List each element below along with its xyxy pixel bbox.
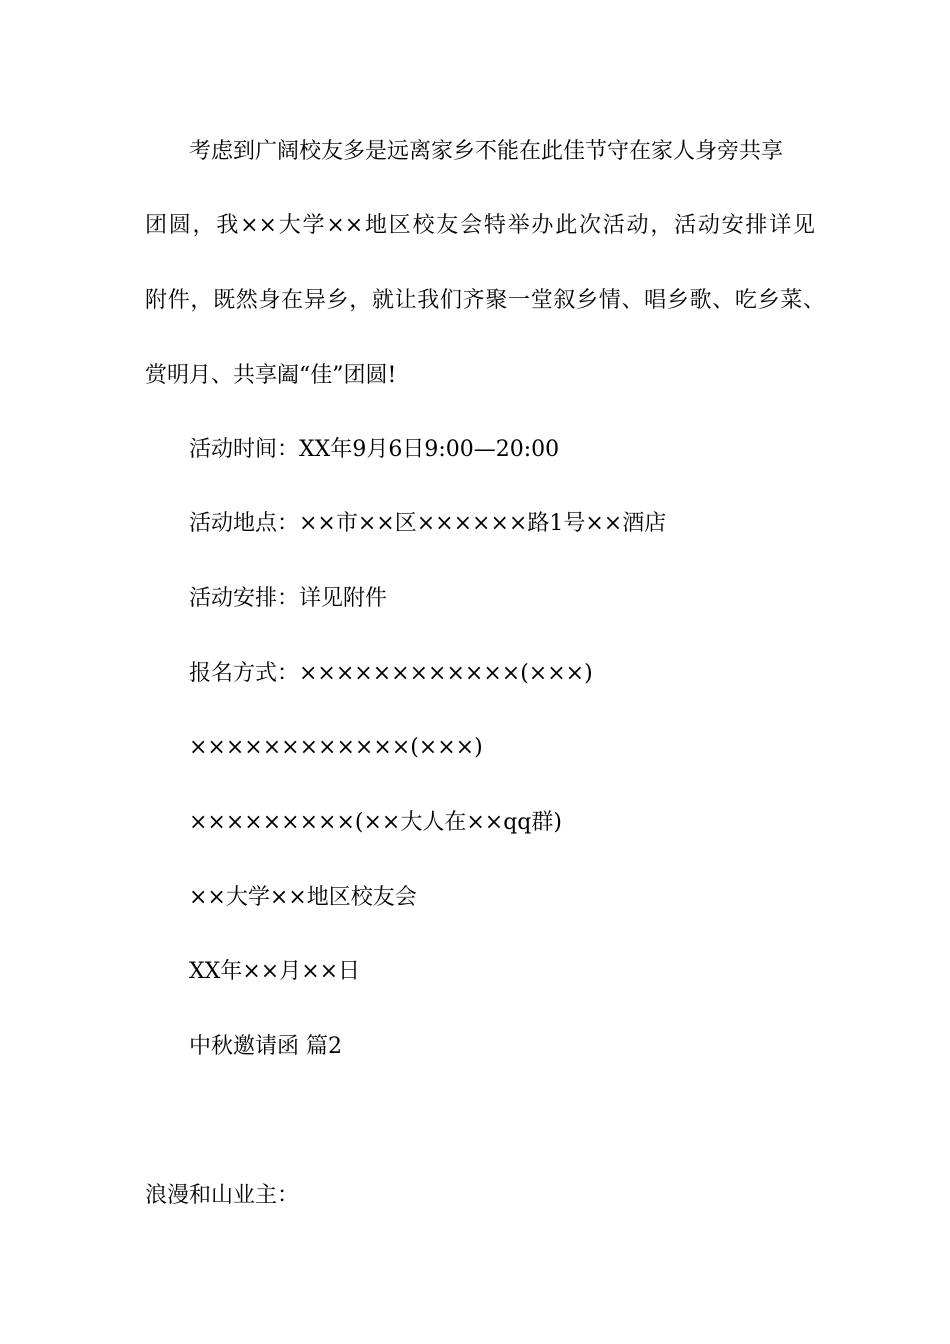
paragraph-line-3: 附件，既然身在异乡，就让我们齐聚一堂叙乡情、唱乡歌、吃乡菜、	[145, 288, 825, 313]
date: XX年××月××日	[189, 959, 361, 984]
salutation: 浪漫和山业主：	[145, 1183, 300, 1208]
signup-method-2: ××××××××××××(×××)	[189, 735, 483, 760]
paragraph-line-4: 赏明月、共享阖“佳”团圆!	[145, 363, 397, 388]
signature: ××大学××地区校友会	[189, 885, 417, 910]
activity-place: 活动地点：××市××区××××××路1号××酒店	[189, 511, 667, 536]
activity-arrangement: 活动安排：详见附件	[189, 586, 388, 611]
paragraph-line-2: 团圆，我××大学××地区校友会特举办此次活动，活动安排详见	[145, 213, 815, 238]
paragraph-line-1: 考虑到广阔校友多是远离家乡不能在此佳节守在家人身旁共享	[189, 139, 784, 164]
signup-method-3: ×××××××××(××大人在××qq群)	[189, 810, 562, 835]
activity-time: 活动时间：XX年9月6日9:00—20:00	[189, 437, 560, 462]
section-title: 中秋邀请函 篇2	[189, 1034, 342, 1059]
signup-method-1: 报名方式：××××××××××××(×××)	[189, 661, 593, 686]
